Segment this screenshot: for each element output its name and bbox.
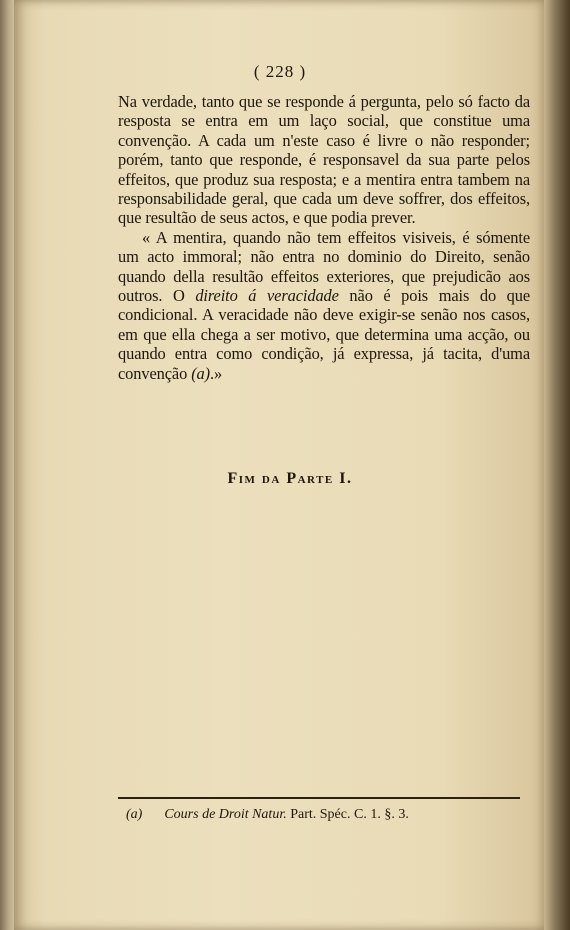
footnote-title: Cours de Droit Natur. xyxy=(164,807,287,822)
footnote-rule xyxy=(118,797,520,799)
book-page-edge xyxy=(544,0,570,930)
paragraph-2-part-2: não é pois mais do que condicional. A veracidade não deve exigir-se senão nos casos, em que ella chega a ser motivo, que determina uma acção, ou quando entra como condição, já expressa, já tacita, d'uma convenção xyxy=(118,286,530,383)
book-binding-edge xyxy=(0,0,14,930)
paragraph-2-part-1: « A mentira, quando não tem effeitos visiveis, é sómente um acto immoral; não entra no dominio do Direito, senão quando della resultão effeitos exteriores, que prejudicão aos outros. O xyxy=(118,227,530,306)
footnote-mark: (a) xyxy=(126,807,143,822)
paragraph-2-part-3: .» xyxy=(210,363,223,383)
footnote xyxy=(126,807,526,823)
footnote-citation: Part. Spéc. C. 1. §. 3. xyxy=(286,807,409,822)
body-text xyxy=(118,92,530,383)
end-heading: Fim da Parte I. xyxy=(227,470,353,487)
page-number: ( 228 ) xyxy=(253,62,307,81)
italic-phrase: direito á veracidade xyxy=(195,286,339,306)
paragraph-2 xyxy=(118,228,530,383)
paragraph-1: Na verdade, tanto que se responde á pergunta, pelo só facto da resposta se entra em um laço social, que constitue uma convenção. A cada um n'este caso é livre o não responder; porém, tanto que responde, é responsavel da sua parte pelos effeitos, que produz sua resposta; e a mentira entra tambem na responsabilidade geral, que cada um deve soffrer, dos effeitos, que resultão de seus actos, e que podia prever. xyxy=(118,92,530,228)
footnote-reference: (a) xyxy=(191,363,210,383)
